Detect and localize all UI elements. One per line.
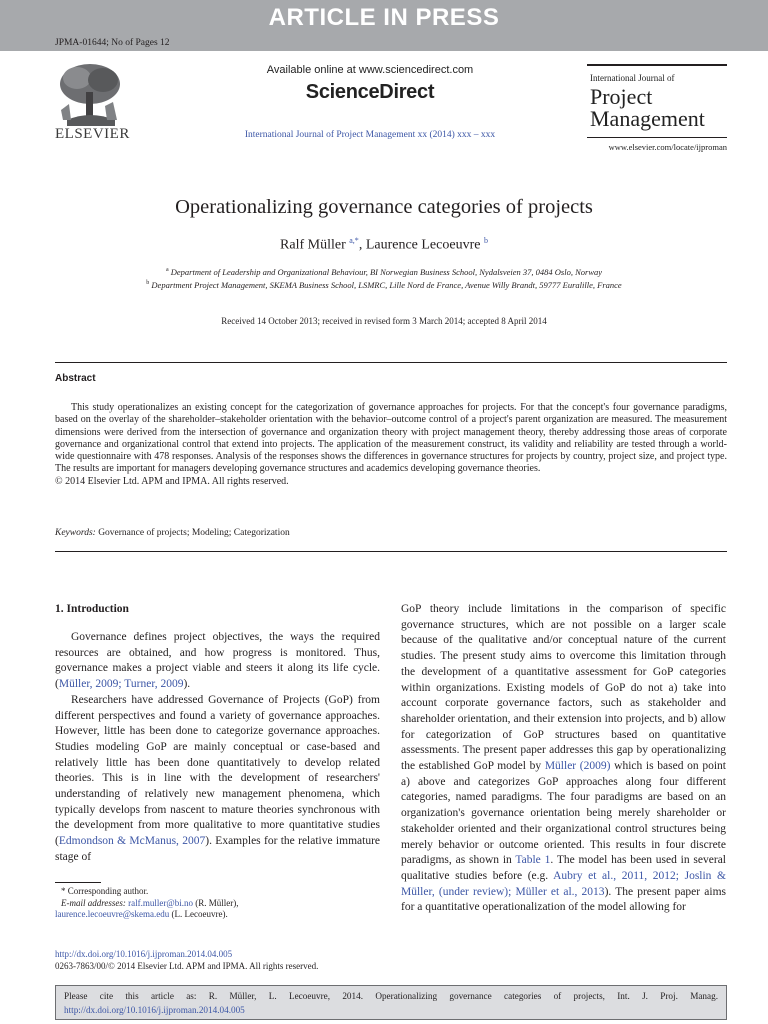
left-column	[55, 630, 380, 866]
abstract-text: This study operationalizes an existing concept for the categorization of governance approaches for projects. For that the concept's four governance paradigms, based on the overlay of the shareholder–stakeholder orientation with the behavior–outcome control of a project's parent organization are measured. The measurement dimensions were derived from the intersection of governance and organization theory with project management theory, thereby addressing those areas of corporate governance and organizational control that extend into projects. The application of the measurement construct, its validity and reliability are tested through a world-wide questionnaire with 478 responses. Analysis of the responses shows the differences in governance structures for projects by country, project size, and project type. The results are important for managers developing governance structures and academics developing governance theories.	[55, 402, 727, 475]
citation-link[interactable]: Edmondson & McManus, 2007	[58, 835, 206, 848]
publisher-name: ELSEVIER	[55, 126, 130, 142]
journal-reference[interactable]: International Journal of Project Management xx (2014) xxx – xxx	[244, 130, 496, 140]
footnote-rule	[55, 882, 101, 883]
affiliation-a-mark: a	[165, 267, 169, 274]
author-1-affiliation[interactable]: a,*	[349, 236, 359, 245]
paragraph-text: ). The present paper aims for a quantitative operationalization of the model allowing for	[401, 885, 726, 914]
doi-footer	[55, 948, 318, 972]
affiliation-b-text: Department Project Management, SKEMA Business School, LSMRC, Lille Nord de France, Avenue Willy Brandt, 59777 Euralille, France	[151, 280, 622, 290]
keywords-label: Keywords:	[55, 528, 96, 538]
right-column	[401, 602, 726, 916]
keywords	[55, 528, 290, 538]
email-link[interactable]: ralf.muller@bi.no	[128, 898, 193, 908]
paragraph-text: . The model has been used in several qualitative studies before (e.g.	[401, 854, 726, 882]
journal-name-line2: Management	[590, 106, 705, 131]
paragraph	[401, 602, 726, 916]
journal-name-line1: Project	[590, 84, 653, 109]
citation-link[interactable]: Müller, 2009; Turner, 2009	[58, 678, 184, 691]
paragraph-text: Researchers have addressed Governance of Projects (GoP) from different perspectives and found a variety of governance approaches. However, little has been done to categorize governance approaches. Studies modeling GoP are mainly conceptual or case-based and relatively little has been done quantitatively to develop related theories. This is in line with the development of researchers' understanding of relatively new management phenomena, which typically develops from nascent to mature theories synchronous with the development from more qualitative to more quantitative studies (	[55, 693, 380, 848]
author-2: Laurence Lecoeuvre	[365, 237, 481, 253]
keywords-list: Governance of projects; Modeling; Categorization	[98, 528, 290, 538]
citation-box	[55, 985, 727, 1020]
section-heading: 1. Introduction	[55, 603, 129, 615]
citation-link[interactable]: Müller (2009)	[544, 760, 611, 773]
email-label: E-mail addresses:	[61, 898, 126, 908]
paragraph	[55, 693, 380, 866]
citation-text	[64, 990, 718, 1017]
available-online-text: Available online at www.sciencedirect.com	[266, 64, 474, 76]
abstract-top-rule	[55, 362, 727, 363]
manuscript-id: JPMA-01644; No of Pages 12	[55, 38, 170, 48]
authors	[0, 236, 768, 254]
affiliation-b-mark: b	[146, 280, 150, 287]
journal-box-bottom-rule	[587, 137, 727, 138]
author-2-affiliation[interactable]: b	[483, 236, 488, 245]
paragraph-text: ). Examples for the relative immature stage of	[55, 835, 381, 863]
abstract-heading: Abstract	[55, 373, 96, 384]
email-owner: (R. Müller),	[192, 898, 239, 908]
email-link[interactable]: laurence.lecoeuvre@skema.edu	[55, 909, 170, 919]
email-owner: (L. Lecoeuvre).	[169, 909, 228, 919]
journal-name	[590, 86, 705, 130]
affiliation-b	[0, 280, 768, 290]
abstract-body	[55, 402, 727, 488]
journal-box-top-rule	[587, 64, 727, 66]
citation-doi-link[interactable]: http://dx.doi.org/10.1016/j.ijproman.2014.04.005	[64, 1004, 245, 1015]
author-separator: ,	[358, 237, 366, 253]
journal-name-small: International Journal of	[590, 73, 675, 83]
paragraph-text: GoP theory include limitations in the comparison of specific governance structures, which are not possible on a larger scale because of the qualitative and/or conceptual nature of the current studies. The present study aims to overcome this limitation through the development of a quantitative assessment for GoP categories within organizations. Existing models of GoP do not a) take into account corporate governance factors, such as stakeholder and shareholder orientation, and their extension into projects, and b) allow for categorization of GoP structures based on quantitative assessments. The present paper addresses this gap by operationalizing the established GoP model by	[401, 603, 726, 773]
citation-link[interactable]: Aubry et al., 2011, 2012; Joslin & Müller, (under review); Müller et al., 2013	[401, 869, 726, 898]
issn-line: 0263-7863/00/© 2014 Elsevier Ltd. APM and IPMA. All rights reserved.	[55, 961, 319, 971]
table-link[interactable]: Table 1	[515, 854, 551, 867]
abstract-copyright: © 2014 Elsevier Ltd. APM and IPMA. All rights reserved.	[55, 475, 289, 487]
paragraph-text: Governance defines project objectives, the ways the required resources are obtained, and how progress is monitored. Thus, governance makes a project viable and steers it along its life cycle. (	[55, 631, 380, 691]
author-1: Ralf Müller	[280, 237, 346, 253]
affiliation-a	[0, 267, 768, 277]
elsevier-tree-logo-icon	[55, 60, 125, 130]
paragraph	[55, 630, 380, 693]
paragraph-text: which is based on point a) above and categorizes GoP approaches along four different categories, named paradigms. The four paradigms are based on an organization's governance orientation being merely shareholder or stakeholder oriented and their organizational control structures being merely behavior or outcome oriented. This results in four discrete paradigms, as shown in	[401, 760, 726, 867]
received-dates: Received 14 October 2013; received in revised form 3 March 2014; accepted 8 April 2014	[221, 316, 547, 326]
banner-title: ARTICLE IN PRESS	[268, 4, 500, 31]
doi-link[interactable]: http://dx.doi.org/10.1016/j.ijproman.2014.04.005	[55, 949, 233, 959]
corresponding-author-note: * Corresponding author.	[61, 886, 149, 896]
citation-prefix: Please cite this article as: R. Müller, L. Lecoeuvre, 2014. Operationalizing governance categories of projects, Int. J. Proj. Manag.	[64, 991, 718, 1001]
affiliation-a-text: Department of Leadership and Organizational Behaviour, BI Norwegian Business School, Nydalsveien 37, 0484 Oslo, Norway	[170, 267, 603, 277]
abstract-bottom-rule	[55, 551, 727, 552]
article-title: Operationalizing governance categories of projects	[175, 196, 593, 218]
paragraph-text: ).	[183, 678, 191, 691]
email-footnote	[55, 898, 361, 920]
journal-url[interactable]: www.elsevier.com/locate/ijproman	[608, 142, 727, 152]
sciencedirect-logo[interactable]: ScienceDirect	[305, 81, 435, 103]
